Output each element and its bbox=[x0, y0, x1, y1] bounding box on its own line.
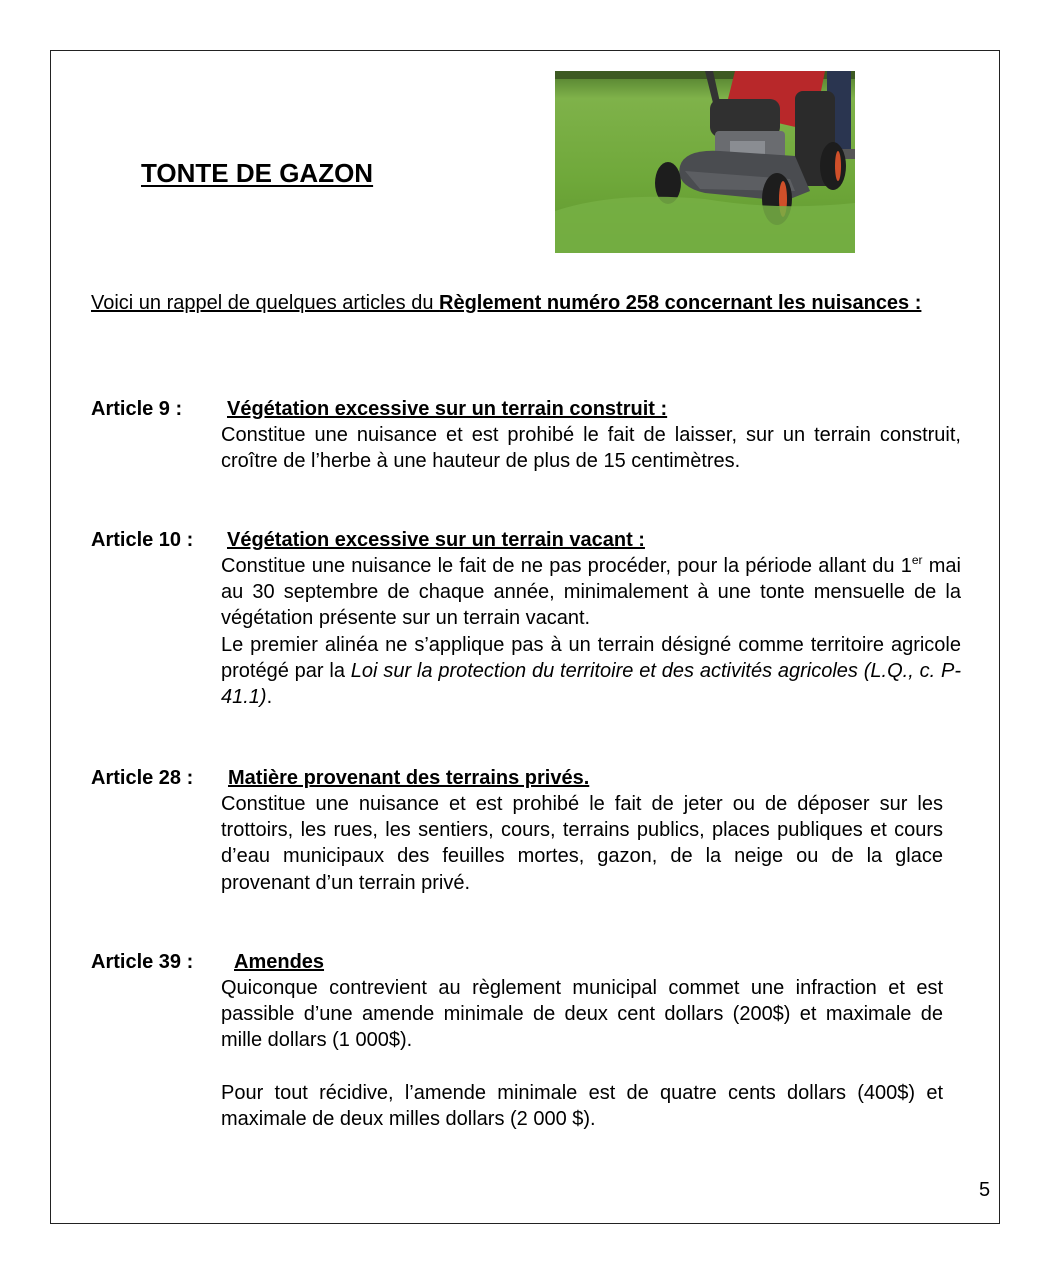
article-body bbox=[221, 791, 943, 896]
page-title: TONTE DE GAZON bbox=[141, 158, 374, 188]
text-segment: . bbox=[266, 686, 273, 709]
article-heading: Végétation excessive sur un terrain vacant : bbox=[227, 529, 645, 551]
article-paragraph: Constitue une nuisance et est prohibé le fait de laisser, sur un terrain construit, croître de l’herbe à une hauteur de plus de 15 centimètres. bbox=[221, 424, 961, 473]
article-body bbox=[221, 975, 943, 1132]
text-segment: Constitue une nuisance le fait de ne pas procéder, pour la période allant du 1 bbox=[221, 555, 912, 577]
lawn-mower-photo bbox=[555, 71, 855, 253]
article-body bbox=[221, 553, 961, 710]
article-paragraph: Constitue une nuisance et est prohibé le fait de jeter ou de déposer sur les trottoirs, les rues, les sentiers, cours, terrains publics, places publiques et cours d’eau municipaux des feuilles mortes, gazon, de la neige ou de la glace provenant d’un terrain privé. bbox=[221, 793, 943, 894]
law-citation: Loi sur la protection du territoire et des activités agricoles (L.Q., c. P-41.1) bbox=[221, 659, 961, 709]
article-label: Article 28 : bbox=[91, 767, 194, 789]
intro-text: Voici un rappel de quelques articles du bbox=[91, 292, 440, 314]
regulation-reference: Règlement numéro 258 concernant les nuisances : bbox=[439, 292, 922, 314]
article-label: Article 10 : bbox=[91, 529, 194, 551]
intro-paragraph bbox=[91, 290, 961, 317]
article-paragraph: Quiconque contrevient au règlement municipal commet une infraction et est passible d’une amende minimale de deux cent dollars (200$) et maximale de mille dollars (1 000$). bbox=[221, 977, 943, 1052]
article-paragraph: Pour tout récidive, l’amende minimale est de quatre cents dollars (400$) et maximale de deux milles dollars (2 000 $). bbox=[221, 1081, 943, 1130]
article-paragraph bbox=[221, 632, 961, 711]
article-label: Article 39 : bbox=[91, 951, 194, 973]
page-number: 5 bbox=[979, 1179, 991, 1201]
article-label: Article 9 : bbox=[91, 398, 183, 420]
article-paragraph bbox=[221, 553, 961, 632]
text-segment: Le premier alinéa ne s’applique pas à un terrain désigné comme territoire agricole protégé par la bbox=[221, 633, 961, 682]
article-heading: Matière provenant des terrains privés. bbox=[228, 767, 590, 789]
paragraph-gap bbox=[221, 1054, 943, 1080]
text-segment: mai au 30 septembre de chaque année, minimalement à une tonte mensuelle de la végétation présente sur un terrain vacant. bbox=[221, 555, 961, 630]
superscript: er bbox=[911, 553, 923, 567]
article-body bbox=[221, 422, 961, 474]
article-heading: Végétation excessive sur un terrain construit : bbox=[227, 398, 668, 420]
article-heading: Amendes bbox=[234, 951, 325, 973]
